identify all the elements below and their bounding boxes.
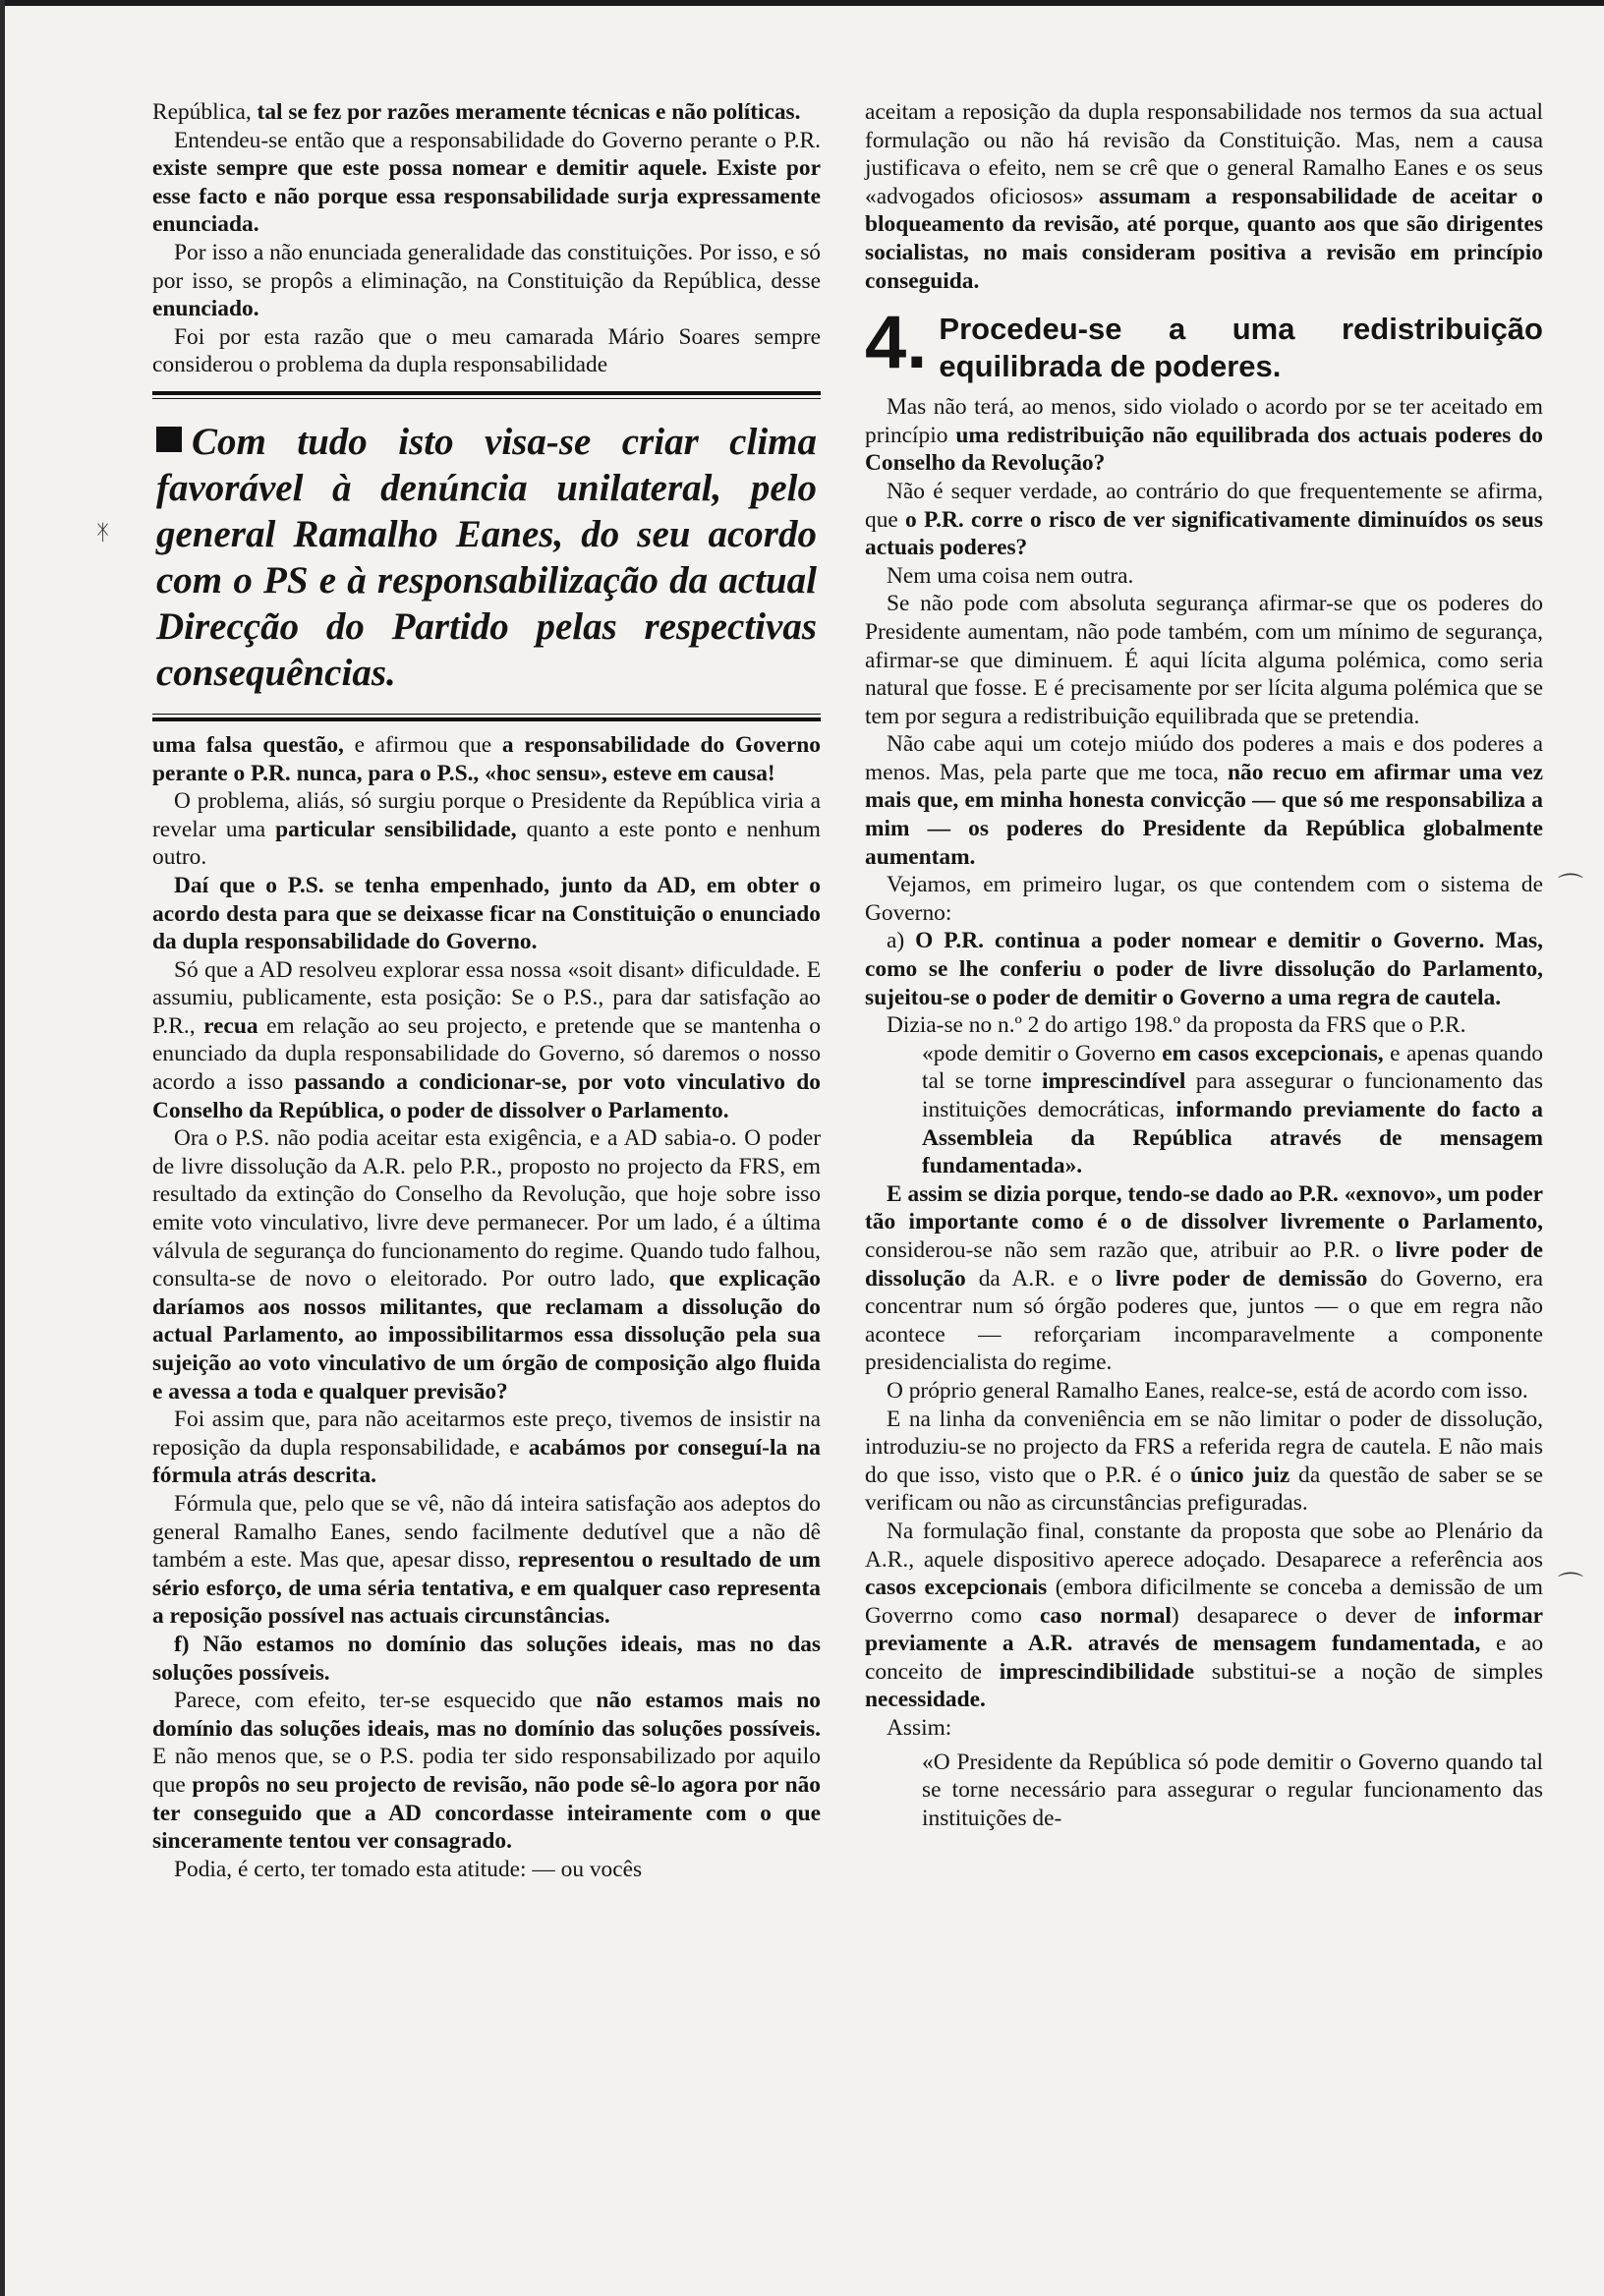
section-title: Procedeu-se a uma redistribuição equilibrada de poderes. [939,312,1543,384]
quote-paragraph: «O Presidente da República só pode demitir o Governo quando tal se torne necessário para assegurar o regular funcionamento das instituições de- [922,1749,1543,1831]
paragraph: Fórmula que, pelo que se vê, não dá inteira satisfação aos adeptos do general Ramalho Eanes, sendo facilmente dedutível que a não dê também a este. Mas que, apesar disso, representou o resultado de um sério esforço, de uma séria tentativa, e em qualquer caso representa a reposição possível nas actuais circunstâncias. [152,1490,821,1630]
paragraph: Vejamos, em primeiro lugar, os que contendem com o sistema de Governo: [865,872,1543,926]
page-border-top [0,0,1604,6]
pullquote-rule-top [152,391,821,399]
paragraph: Não é sequer verdade, ao contrário do que frequentemente se afirma, que o P.R. corre o risco de ver significativamente diminuídos os seus actuais poderes? [865,478,1544,561]
section-number: 4. [865,301,928,385]
paragraph: E assim se dizia porque, tendo-se dado ao P.R. «exnovo», um poder tão importante como é o de dissolver livremente o Parlamento, considerou-se não sem razão que, atribuir ao P.R. o livre poder de dissolução da A.R. e o livre poder de demissão do Governo, era concentrar num só órgão poderes que, juntos — o que em regra não acontece — reforçariam incomparavelmente a componente presidencialista do regime. [865,1180,1544,1376]
paragraph: Entendeu-se então que a responsabilidade do Governo perante o P.R. existe sempre que este possa nomear e demitir aquele. Existe por esse facto e não porque essa responsabilidade surja expressamente enunciada. [152,127,821,238]
margin-arrow-lower: ⌒ [1558,1572,1584,1601]
paragraph: Parece, com efeito, ter-se esquecido que não estamos mais no domínio das soluções ideais, mas no domínio das soluções possíveis. E não menos que, se o P.S. podia ter sido responsabilizado por aquilo que propôs no seu projecto de revisão, não pode sê-lo agora por não ter conseguido que a AD concordasse inteiramente com o que sinceramente tentou ver consagrado. [152,1688,821,1855]
section-heading [865,301,1543,385]
paragraph: Ora o P.S. não podia aceitar esta exigência, e a AD sabia-o. O poder de livre dissolução da A.R. pelo P.R., proposto no projecto da FRS, em resultado da extinção do Conselho da Revolução, que hoje sobre isso emite voto vinculativo, livre deve permanecer. Por um lado, é a última válvula de segurança do funcionamento do regime. Quando tudo falhou, consulta-se de novo o eleitorado. Por outro lado, que explicação daríamos aos nossos militantes, que reclamam a dissolução do actual Parlamento, ao impossibilitarmos essa dissolução pela sua sujeição ao voto vinculativo de um órgão de composição algo fluida e avessa a toda e qualquer previsão? [152,1125,821,1405]
paragraph: Mas não terá, ao menos, sido violado o acordo por se ter aceitado em princípio uma redistribuição não equilibrada dos actuais poderes do Conselho da Revolução? [865,394,1543,477]
paragraph: Nem uma coisa nem outra. [887,562,1134,589]
paragraph: Dizia-se no n.º 2 do artigo 198.º da proposta da FRS que o P.R. [887,1012,1466,1039]
square-bullet-icon [156,427,182,452]
paragraph: República, tal se fez por razões meramente técnicas e não políticas. [152,99,801,125]
right-column [865,98,1543,1832]
margin-mark-left: ᛡ [96,521,110,545]
quote-paragraph: «pode demitir o Governo em casos excepcionais, e apenas quando tal se torne imprescindível para assegurar o funcionamento das instituições democráticas, informando previamente do facto a Assembleia da República através de mensagem fundamentada». [922,1040,1543,1179]
pullquote-rule-bottom [152,714,821,721]
page-border-left [0,0,5,2296]
paragraph: Na formulação final, constante da proposta que sobe ao Plenário da A.R., aquele dispositivo aperece adoçado. Desaparece a referência aos casos excepcionais (embora dificilmente se conceba a demissão de um Goverrno como caso normal) desaparece o dever de informar previamente a A.R. através de mensagem fundamentada, e ao conceito de imprescindibilidade substitui-se a noção de simples necessidade. [865,1518,1544,1713]
paragraph: Só que a AD resolveu explorar essa nossa «soit disant» dificuldade. E assumiu, publicamente, esta posição: Se o P.S., para dar satisfação ao P.R., recua em relação ao seu projecto, e pretende que se mantenha o enunciado da dupla responsabilidade do Governo, só daremos o nosso acordo a isso passando a condicionar-se, por voto vinculativo do Conselho da República, o poder de dissolver o Parlamento. [152,956,821,1123]
paragraph: E na linha da conveniência em se não limitar o poder de dissolução, introduziu-se no projecto da FRS a referida regra de cautela. E não mais do que isso, visto que o P.R. é o único juiz da questão de saber se se verificam ou não as circunstâncias prefiguradas. [865,1406,1543,1517]
paragraph: Daí que o P.S. se tenha empenhado, junto da AD, em obter o acordo desta para que se deixasse ficar na Constituição o enunciado da dupla responsabilidade do Governo. [152,872,821,955]
quote-block [922,1040,1543,1180]
paragraph: Não cabe aqui um cotejo miúdo dos poderes a mais e dos poderes a menos. Mas, pela parte que me toca, não recuo em afirmar uma vez mais que, em minha honesta convicção — que só me responsabiliza a mim — os poderes do Presidente da República globalmente aumentam. [865,731,1543,870]
left-column [152,98,821,1883]
paragraph: Assim: [887,1715,952,1742]
paragraph: aceitam a reposição da dupla responsabilidade nos termos da sua actual formulação ou não há revisão da Constituição. Mas, nem a causa justificava o efeito, nem se crê que o general Ramalho Eanes e os seus «advogados oficiosos» assumam a responsabilidade de aceitar o bloqueamento da revisão, até porque, quanto aos que são dirigentes socialistas, no mais consideram positiva a revisão em princípio conseguida. [865,99,1543,294]
quote-block [922,1749,1543,1833]
paragraph: Foi por esta razão que o meu camarada Mário Soares sempre considerou o problema da dupla responsabilidade [152,323,821,378]
paragraph: O problema, aliás, só surgiu porque o Presidente da República viria a revelar uma particular sensibilidade, quanto a este ponto e nenhum outro. [152,788,821,871]
pullquote: Com tudo isto visa-se criar clima favorável à denúncia unilateral, pelo general Ramalho Eanes, do seu acordo com o PS e à responsabilização da actual Direcção do Partido pelas respectivas consequências. [156,420,817,694]
paragraph: Por isso a não enunciada generalidade das constituições. Por isso, e só por isso, se propôs a eliminação, na Constituição da República, desse enunciado. [152,239,821,322]
paragraph: f) Não estamos no domínio das soluções ideais, mas no das soluções possíveis. [152,1631,821,1686]
paragraph: Foi assim que, para não aceitarmos este preço, tivemos de insistir na reposição da dupla responsabilidade, e acabámos por conseguí-la na fórmula atrás descrita. [152,1406,821,1489]
margin-arrow-upper: ⌒ [1558,873,1584,902]
paragraph: uma falsa questão, e afirmou que a responsabilidade do Governo perante o P.R. nunca, para o P.S., «hoc sensu», esteve em causa! [152,731,821,786]
paragraph: Podia, é certo, ter tomado esta atitude: — ou vocês [174,1856,643,1882]
paragraph: O próprio general Ramalho Eanes, realce-se, está de acordo com isso. [887,1377,1528,1404]
paragraph: a) O P.R. continua a poder nomear e demitir o Governo. Mas, como se lhe conferiu o poder de livre dissolução do Parlamento, sujeitou-se o poder de demitir o Governo a uma regra de cautela. [865,928,1543,1010]
paragraph: Se não pode com absoluta segurança afirmar-se que os poderes do Presidente aumentam, não pode também, com um mínimo de segurança, afirmar-se que diminuem. É aqui lícita alguma polémica, como seria natural que fosse. E é precisamente por ser lícita alguma polémica que se tem por segura a redistribuição equilibrada que se pretendia. [865,591,1543,729]
